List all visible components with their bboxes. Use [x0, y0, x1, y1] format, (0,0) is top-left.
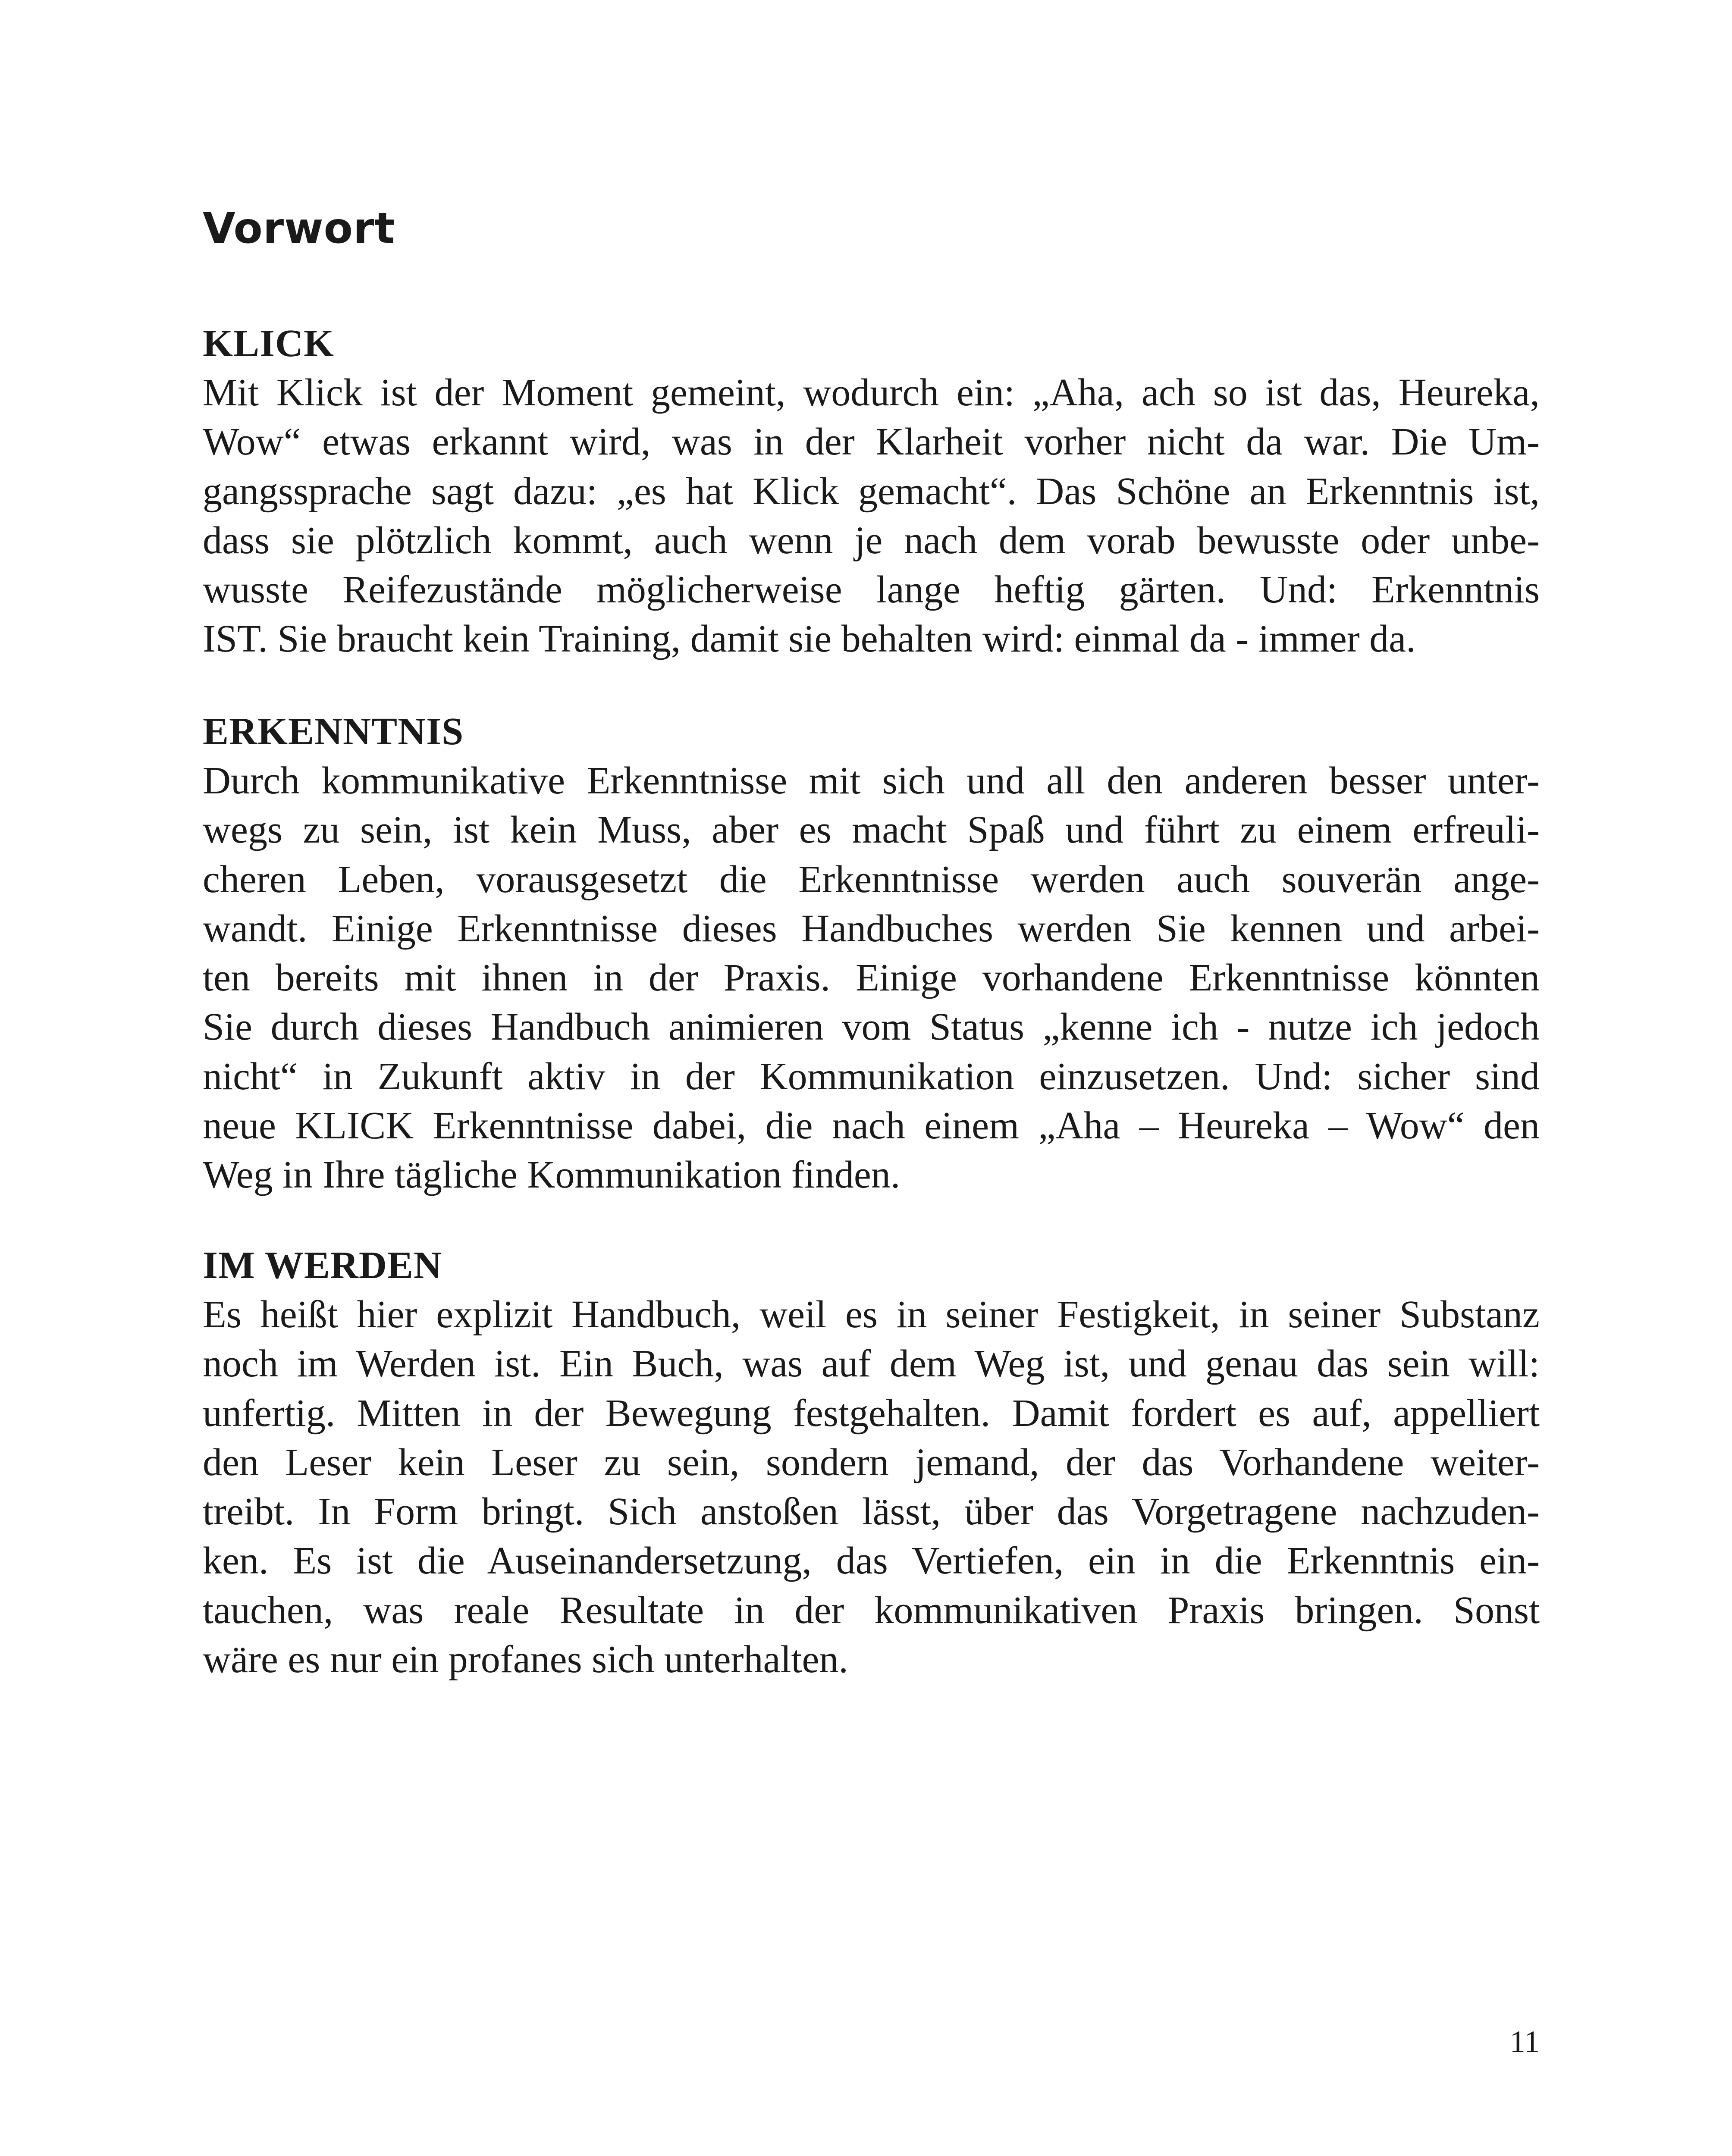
text-line: Es heißt hier explizit Handbuch, weil es in seiner Festigkeit, in seiner Substanz	[203, 1293, 1540, 1336]
text-line: tauchen, was reale Resultate in der kommunikativen Praxis bringen. Sonst	[203, 1589, 1540, 1632]
text-line: ken. Es ist die Auseinandersetzung, das Vertiefen, ein in die Erkenntnis ein-	[203, 1539, 1540, 1583]
text-line: Wow“ etwas erkannt wird, was in der Klarheit vorher nicht da war. Die Um-	[203, 420, 1540, 464]
text-line: wusste Reifezustände möglicherweise lange heftig gärten. Und: Erkenntnis	[203, 568, 1540, 611]
section-heading: KLICK	[203, 322, 335, 365]
text-line: Durch kommunikative Erkenntnisse mit sich und all den anderen besser unter-	[203, 759, 1540, 802]
text-line: dass sie plötzlich kommt, auch wenn je nach dem vorab bewusste oder unbe-	[203, 519, 1540, 562]
text-line: nicht“ in Zukunft aktiv in der Kommunikation einzusetzen. Und: sicher sind	[203, 1055, 1540, 1098]
text-line: unfertig. Mitten in der Bewegung festgehalten. Damit fordert es auf, appelliert	[203, 1391, 1540, 1435]
text-line: wegs zu sein, ist kein Muss, aber es macht Spaß und führt zu einem erfreuli-	[203, 808, 1540, 852]
text-line: noch im Werden ist. Ein Buch, was auf dem Weg ist, und genau das sein will:	[203, 1342, 1540, 1385]
section-heading: ERKENNTNIS	[203, 710, 464, 753]
text-line: wäre es nur ein profanes sich unterhalten.	[203, 1638, 848, 1681]
section-body	[203, 1290, 1540, 1684]
text-line: den Leser kein Leser zu sein, sondern jemand, der das Vorhandene weiter-	[203, 1441, 1540, 1484]
text-line: treibt. In Form bringt. Sich anstoßen lässt, über das Vorgetragene nachzuden-	[203, 1490, 1540, 1533]
text-line: wandt. Einige Erkenntnisse dieses Handbuches werden Sie kennen und arbei-	[203, 907, 1540, 950]
section-klick	[203, 319, 1540, 664]
section-body	[203, 756, 1540, 1200]
text-line: gangssprache sagt dazu: „es hat Klick gemacht“. Das Schöne an Erkenntnis ist,	[203, 470, 1540, 513]
text-line: Mit Klick ist der Moment gemeint, wodurch ein: „Aha, ach so ist das, Heureka,	[203, 371, 1540, 414]
section-body	[203, 368, 1540, 664]
section-heading: IM WERDEN	[203, 1244, 442, 1287]
text-line: IST. Sie braucht kein Training, damit sie behalten wird: einmal da - immer da.	[203, 617, 1416, 661]
text-line: neue KLICK Erkenntnisse dabei, die nach einem „Aha – Heureka – Wow“ den	[203, 1104, 1540, 1147]
text-line: cheren Leben, vorausgesetzt die Erkenntnisse werden auch souverän ange-	[203, 858, 1540, 901]
section-im-werden	[203, 1241, 1540, 1684]
page-title: Vorwort	[203, 204, 395, 253]
page-number: 11	[1509, 2024, 1540, 2059]
text-line: Sie durch dieses Handbuch animieren vom Status „kenne ich - nutze ich jedoch	[203, 1006, 1540, 1049]
section-erkenntnis	[203, 707, 1540, 1200]
text-line: ten bereits mit ihnen in der Praxis. Einige vorhandene Erkenntnisse könnten	[203, 956, 1540, 1000]
text-line: Weg in Ihre tägliche Kommunikation finden.	[203, 1153, 901, 1197]
